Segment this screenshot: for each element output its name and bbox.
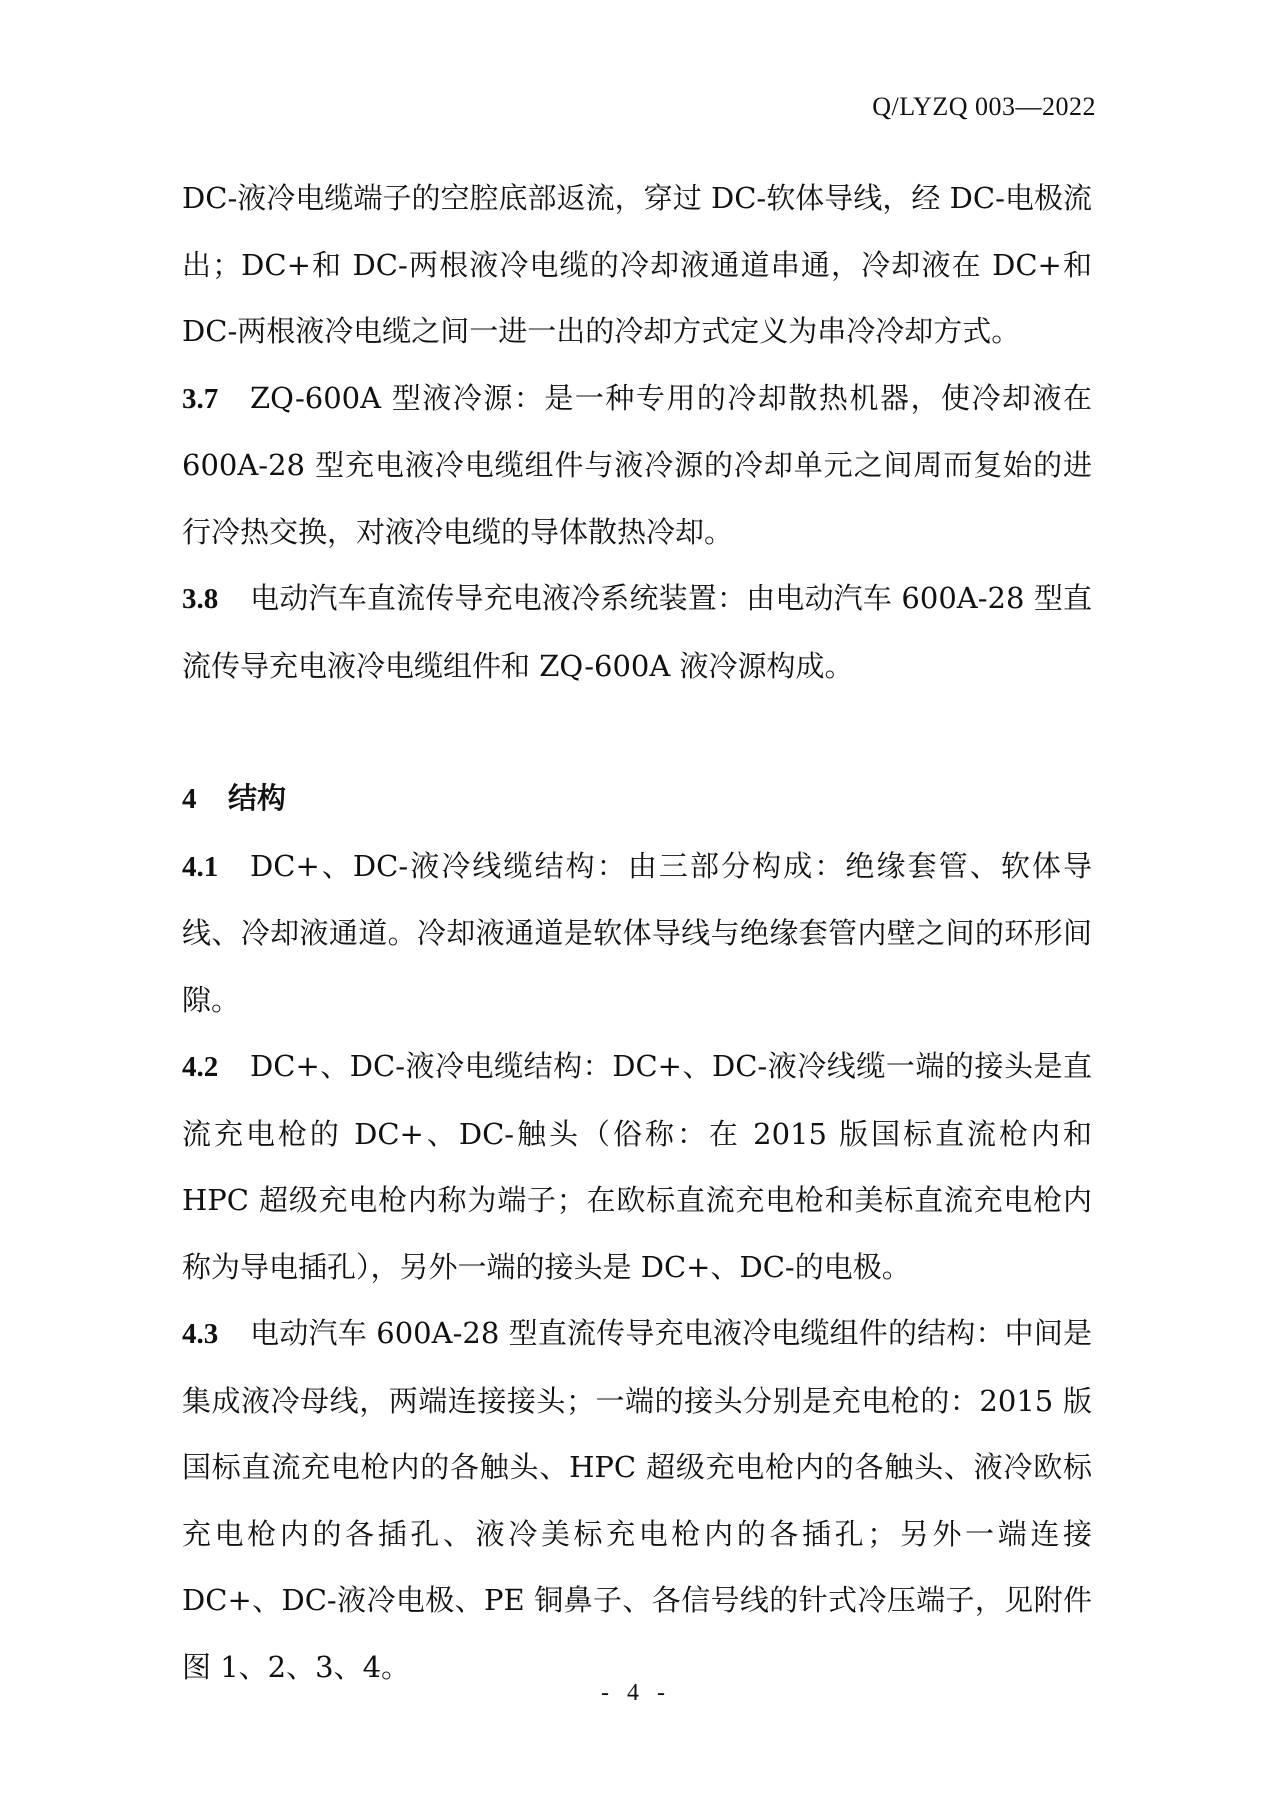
clause-number: 3.7 bbox=[182, 382, 219, 415]
clause-4-3 bbox=[182, 1300, 1092, 1700]
clause-number: 3.8 bbox=[182, 583, 219, 615]
clause-3-8 bbox=[182, 565, 1092, 699]
document-body bbox=[182, 165, 1092, 1700]
document-code: Q/LYZQ 003—2022 bbox=[872, 92, 1096, 121]
clause-text: DC+、DC-液冷线缆结构：由三部分构成：绝缘套管、软体导线、冷却液通道。冷却液通道是软体导线与绝缘套管内壁之间的环形间隙。 bbox=[182, 848, 1092, 1017]
section-title: 结构 bbox=[228, 781, 287, 815]
clause-number: 4.2 bbox=[182, 1051, 219, 1083]
clause-text: 电动汽车 600A-28 型直流传导充电液冷电缆组件的结构：中间是集成液冷母线，两端连接接头；一端的接头分别是充电枪的：2015 版国标直流充电枪内的各触头、HPC 超级充电枪内的各触头、液冷欧标充电枪内的各插孔、液冷美标充电枪内的各插孔；另外一端连接 DC+、DC-液冷电极、PE 铜鼻子、各信号线的针式冷压端子，见附件图 1、2、3、4。 bbox=[182, 1316, 1092, 1684]
page-number: - 4 - bbox=[601, 1680, 671, 1706]
section-number: 4 bbox=[182, 783, 197, 815]
clause-text: ZQ-600A 型液冷源：是一种专用的冷却散热机器，使冷却液在 600A-28 型充电液冷电缆组件与液冷源的冷却单元之间周而复始的进行冷热交换，对液冷电缆的导体散热冷却。 bbox=[182, 380, 1092, 549]
clause-text: 电动汽车直流传导充电液冷系统装置：由电动汽车 600A-28 型直流传导充电液冷电缆组件和 ZQ-600A 液冷源构成。 bbox=[182, 581, 1092, 683]
clause-number: 4.1 bbox=[182, 850, 219, 883]
clause-4-2 bbox=[182, 1033, 1092, 1300]
clause-number: 4.3 bbox=[182, 1318, 219, 1350]
section-heading bbox=[182, 765, 1092, 833]
intro-paragraph: DC-液冷电缆端子的空腔底部返流，穿过 DC-软体导线，经 DC-电极流出；DC+和 DC-两根液冷电缆的冷却液通道串通，冷却液在 DC+和 DC-两根液冷电缆之间一进一出的冷却方式定义为串冷冷却方式。 bbox=[182, 181, 1092, 348]
clause-3-7 bbox=[182, 365, 1092, 566]
clause-text: DC+、DC-液冷电缆结构：DC+、DC-液冷线缆一端的接头是直流充电枪的 DC+、DC-触头（俗称：在 2015 版国标直流枪内和 HPC 超级充电枪内称为端子；在欧标直流充电枪和美标直流充电枪内称为导电插孔），另外一端的接头是 DC+、DC-的电极。 bbox=[182, 1049, 1092, 1284]
clause-4-1 bbox=[182, 833, 1092, 1034]
